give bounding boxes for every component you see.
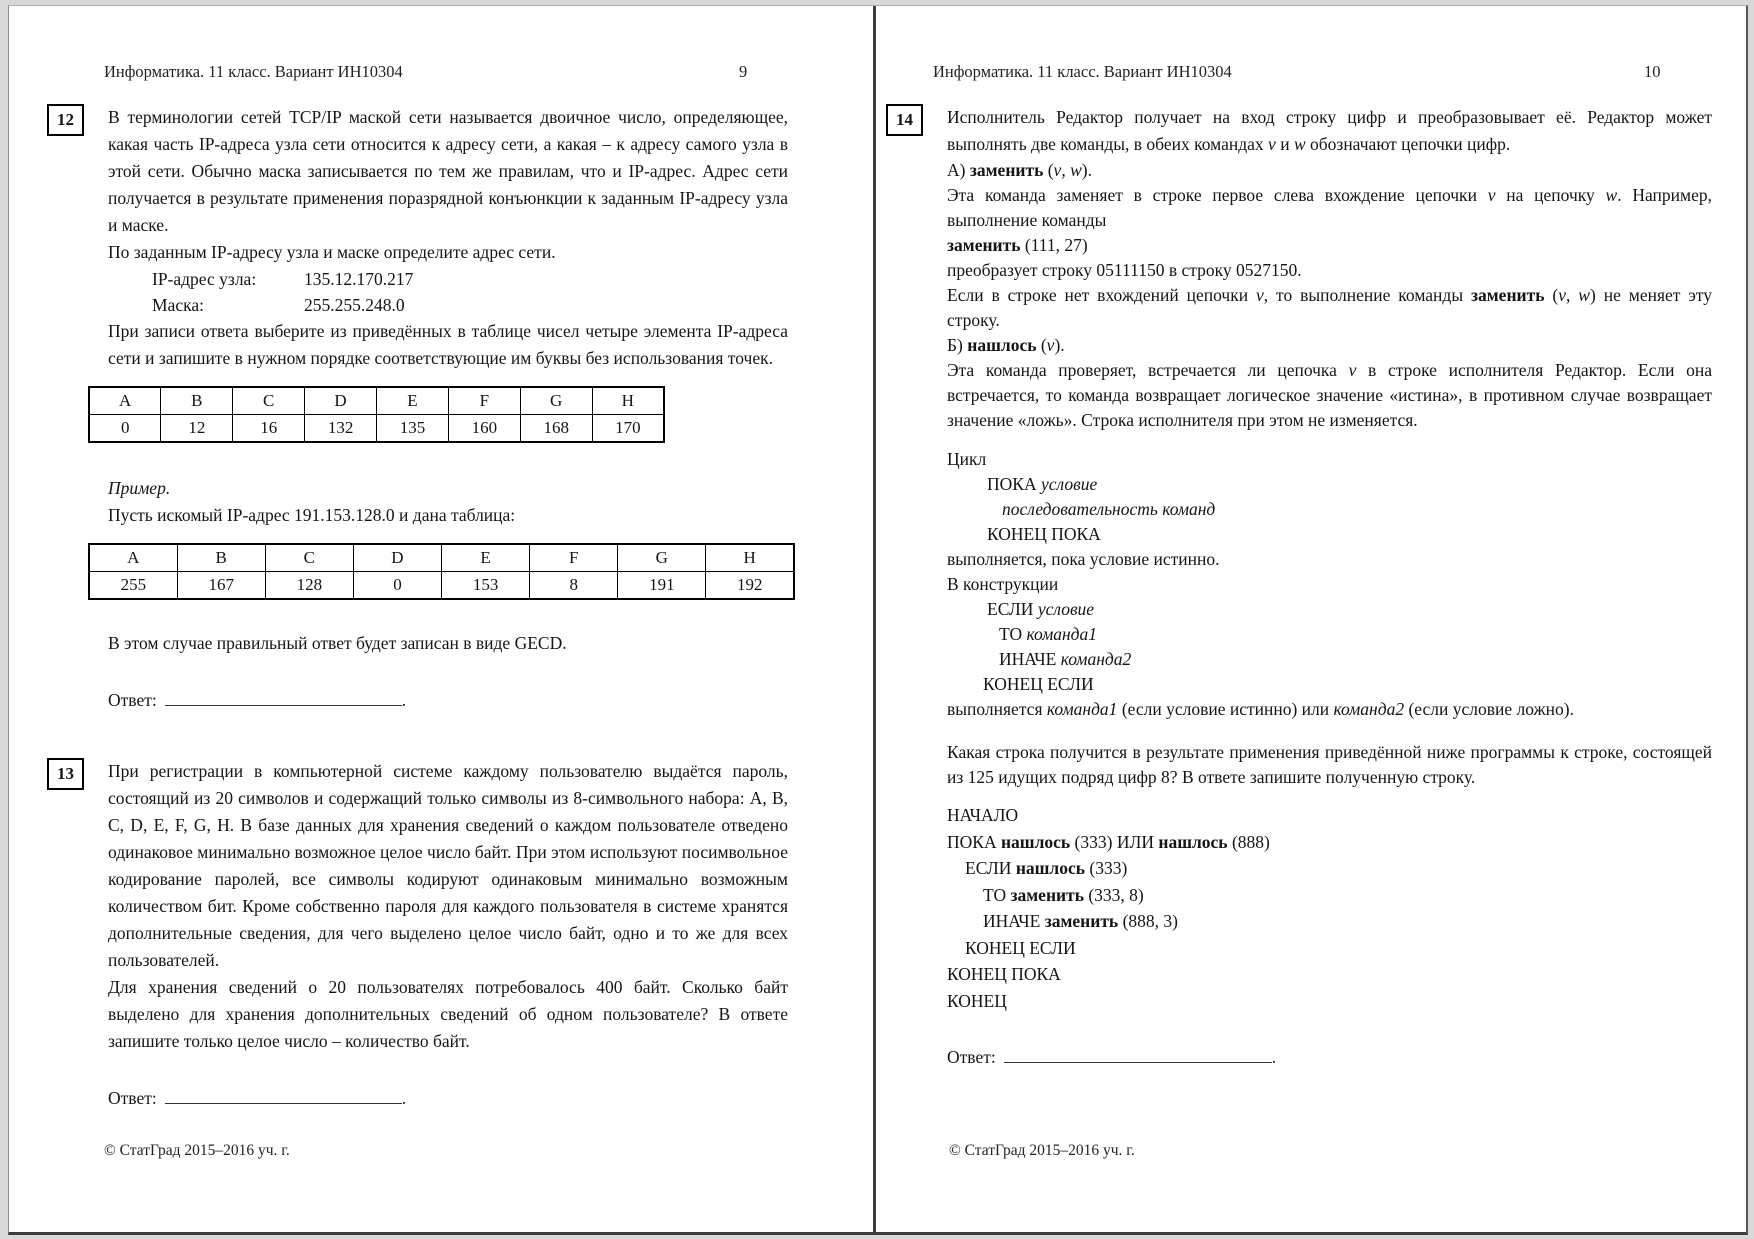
command-a-example-result: преобразует строку 05111150 в строку 0527150. <box>947 260 1302 280</box>
program-line: КОНЕЦ ЕСЛИ <box>965 937 1076 958</box>
cell: E <box>442 544 530 572</box>
example-result: В этом случае правильный ответ будет записан в виде GECD. <box>108 633 567 653</box>
task-14-number: 14 <box>896 110 913 129</box>
letters-table-main <box>88 386 665 443</box>
answer-blank <box>1004 1047 1272 1063</box>
command-a-description: Эта команда заменяет в строке первое слева вхождение цепочки v на цепочку w. Например, выполнение команды <box>947 185 1713 230</box>
if-line: ЕСЛИ условие <box>987 599 1095 619</box>
ip-address-label: IP-адрес узла: <box>152 269 257 289</box>
task-12-instruction: По заданным IP-адресу узла и маске определите адрес сети. <box>108 242 556 262</box>
cell: A <box>89 544 177 572</box>
cell: 8 <box>530 572 618 600</box>
cycle-explanation: выполняется, пока условие истинно. <box>947 549 1220 569</box>
cell: 168 <box>520 415 592 443</box>
program-line: ЕСЛИ нашлось (333) <box>965 858 1128 878</box>
program-line: ТО заменить (333, 8) <box>983 884 1144 905</box>
cycle-line: КОНЕЦ ПОКА <box>987 524 1101 544</box>
cycle-line: Цикл <box>947 449 987 469</box>
answer-line-task-13 <box>108 1085 788 1112</box>
mask-label: Маска: <box>152 295 204 315</box>
page-10-header <box>876 62 1743 84</box>
program-line: НАЧАЛО <box>947 805 1019 825</box>
ip-address-row <box>108 266 788 292</box>
construct-label: В конструкции <box>947 574 1059 594</box>
task-14 <box>876 104 1743 1071</box>
if-construct <box>947 597 1712 697</box>
cell: 160 <box>448 415 520 443</box>
answer-period: . <box>401 690 407 710</box>
answer-line-task-12 <box>108 687 788 714</box>
example-label: Пример. <box>108 478 171 498</box>
page-number: 10 <box>1644 62 1661 81</box>
cell: 12 <box>161 415 233 443</box>
answer-blank <box>165 690 402 706</box>
cell: 255 <box>89 572 177 600</box>
task-12-note: При записи ответа выберите из приведённых в таблице чисел четыре элемента IP-адреса сети и запишите в нужном порядке соответствующие им буквы без использования точек. <box>108 321 788 368</box>
task-13-number: 13 <box>57 764 74 783</box>
cell: D <box>305 387 377 415</box>
table-header-row <box>89 387 664 415</box>
task-14-number-box <box>886 104 923 136</box>
cell: B <box>161 387 233 415</box>
page-10 <box>876 6 1743 1232</box>
cycle-line: ПОКА условие <box>987 474 1098 494</box>
cell: 135 <box>377 415 449 443</box>
task-14-intro: Исполнитель Редактор получает на вход строку цифр и преобразовывает её. Редактор может выполнять две команды, в обеих командах v и w обозначают цепочки цифр. <box>947 107 1712 154</box>
command-b-description: Эта команда проверяет, встречается ли цепочка v в строке исполнителя Редактор. Если она встречается, то команда возвращает логическое значение «истина», в противном случае возвращает значение «ложь». Строка исполнителя при этом не изменяется. <box>947 360 1712 430</box>
cell: 167 <box>177 572 265 600</box>
answer-period: . <box>1271 1047 1277 1067</box>
page-9-header <box>9 62 873 84</box>
task-12-number-box <box>47 104 84 136</box>
cell: C <box>265 544 353 572</box>
if-line: КОНЕЦ ЕСЛИ <box>983 674 1094 694</box>
cell: B <box>177 544 265 572</box>
cell: A <box>89 387 161 415</box>
cell: F <box>448 387 520 415</box>
table-value-row <box>89 572 794 600</box>
cell: 0 <box>89 415 161 443</box>
cell: 153 <box>442 572 530 600</box>
cell: G <box>618 544 706 572</box>
cell: 192 <box>706 572 794 600</box>
cycle-line: последовательность команд <box>1002 499 1216 519</box>
page-header-title: Информатика. 11 класс. Вариант ИН10304 <box>104 62 403 81</box>
if-line: ТО команда1 <box>999 624 1098 644</box>
command-a-title: А) заменить (v, w). <box>947 160 1092 180</box>
cell: 132 <box>305 415 377 443</box>
answer-label: Ответ: <box>947 1047 996 1067</box>
mask-value: 255.255.248.0 <box>304 295 405 315</box>
if-explanation: выполняется команда1 (если условие истинно) или команда2 (если условие ложно). <box>947 699 1574 719</box>
task-13 <box>9 758 873 1112</box>
cell: H <box>592 387 664 415</box>
cell: 16 <box>233 415 305 443</box>
cell: H <box>706 544 794 572</box>
program-line: КОНЕЦ ПОКА <box>947 964 1061 984</box>
task-12-number: 12 <box>57 110 74 129</box>
task-14-question: Какая строка получится в результате применения приведённой ниже программы к строке, состоящей из 125 идущих подряд цифр 8? В ответе запишите полученную строку. <box>947 742 1712 787</box>
answer-label: Ответ: <box>108 1088 157 1108</box>
cell: C <box>233 387 305 415</box>
task-13-paragraph-1: При регистрации в компьютерной системе каждому пользователю выдаётся пароль, состоящий из 20 символов и содержащий только символы из 8-символьного набора: A, B, C, D, E, F, G, H. В базе данных для хранения сведений о каждом пользователе отведено одинаковое минимально возможное целое число байт. При этом используют посимвольное кодирование паролей, все символы кодируют одинаковым минимально возможным количеством бит. Кроме собственно пароля для каждого пользователя в системе хранятся дополнительные сведения, для чего выделено целое число байт, одно и то же для всех пользователей. <box>108 761 788 970</box>
program-listing <box>947 802 1712 1014</box>
answer-period: . <box>401 1088 407 1108</box>
task-14-body <box>947 104 1712 1071</box>
example-text: Пусть искомый IP-адрес 191.153.128.0 и дана таблица: <box>108 505 516 525</box>
cell: 191 <box>618 572 706 600</box>
if-line: ИНАЧЕ команда2 <box>999 649 1132 669</box>
table-value-row <box>89 415 664 443</box>
program-line: ИНАЧЕ заменить (888, 3) <box>983 911 1178 931</box>
task-12-intro: В терминологии сетей TCP/IP маской сети называется двоичное число, определяющее, какая часть IP-адреса узла сети относится к адресу сети, а какая – к адресу самого узла в этой сети. Обычно маска записывается по тем же правилам, что и IP-адрес. Адрес сети получается в результате применения поразрядной конъюнкции к заданным IP-адресу узла и маске. <box>108 107 788 235</box>
cell: D <box>353 544 441 572</box>
cell: 170 <box>592 415 664 443</box>
answer-blank <box>165 1088 402 1104</box>
ip-address-value: 135.12.170.217 <box>304 269 414 289</box>
program-line: КОНЕЦ <box>947 990 1007 1011</box>
command-a-example: заменить (111, 27) <box>947 235 1088 255</box>
answer-label: Ответ: <box>108 690 157 710</box>
cell: G <box>520 387 592 415</box>
copyright-footer: © СтатГрад 2015–2016 уч. г. <box>104 1142 290 1159</box>
cell: E <box>377 387 449 415</box>
page-number: 9 <box>739 62 748 81</box>
table-header-row <box>89 544 794 572</box>
task-13-body <box>108 758 788 1112</box>
cell: 128 <box>265 572 353 600</box>
letters-table-example <box>88 543 795 600</box>
mask-row <box>108 292 788 318</box>
copyright-footer: © СтатГрад 2015–2016 уч. г. <box>949 1142 1135 1159</box>
task-13-paragraph-2: Для хранения сведений о 20 пользователях потребовалось 400 байт. Сколько байт выделено для хранения дополнительных сведений об одном пользователе? В ответе запишите только целое число – количество байт. <box>108 977 788 1051</box>
cell: 0 <box>353 572 441 600</box>
task-12 <box>9 104 873 714</box>
program-line: ПОКА нашлось (333) ИЛИ нашлось (888) <box>947 831 1270 852</box>
page-header-title: Информатика. 11 класс. Вариант ИН10304 <box>933 62 1232 81</box>
cycle-construct <box>947 447 1712 547</box>
answer-line-task-14 <box>947 1044 1712 1071</box>
task-12-body <box>108 104 788 714</box>
page-9 <box>9 6 873 1232</box>
cell: F <box>530 544 618 572</box>
two-page-spread <box>8 5 1748 1235</box>
task-13-number-box <box>47 758 84 790</box>
command-b-title: Б) нашлось (v). <box>947 335 1065 355</box>
command-a-note: Если в строке нет вхождений цепочки v, то выполнение команды заменить (v, w) не меняет эту строку. <box>947 285 1712 330</box>
